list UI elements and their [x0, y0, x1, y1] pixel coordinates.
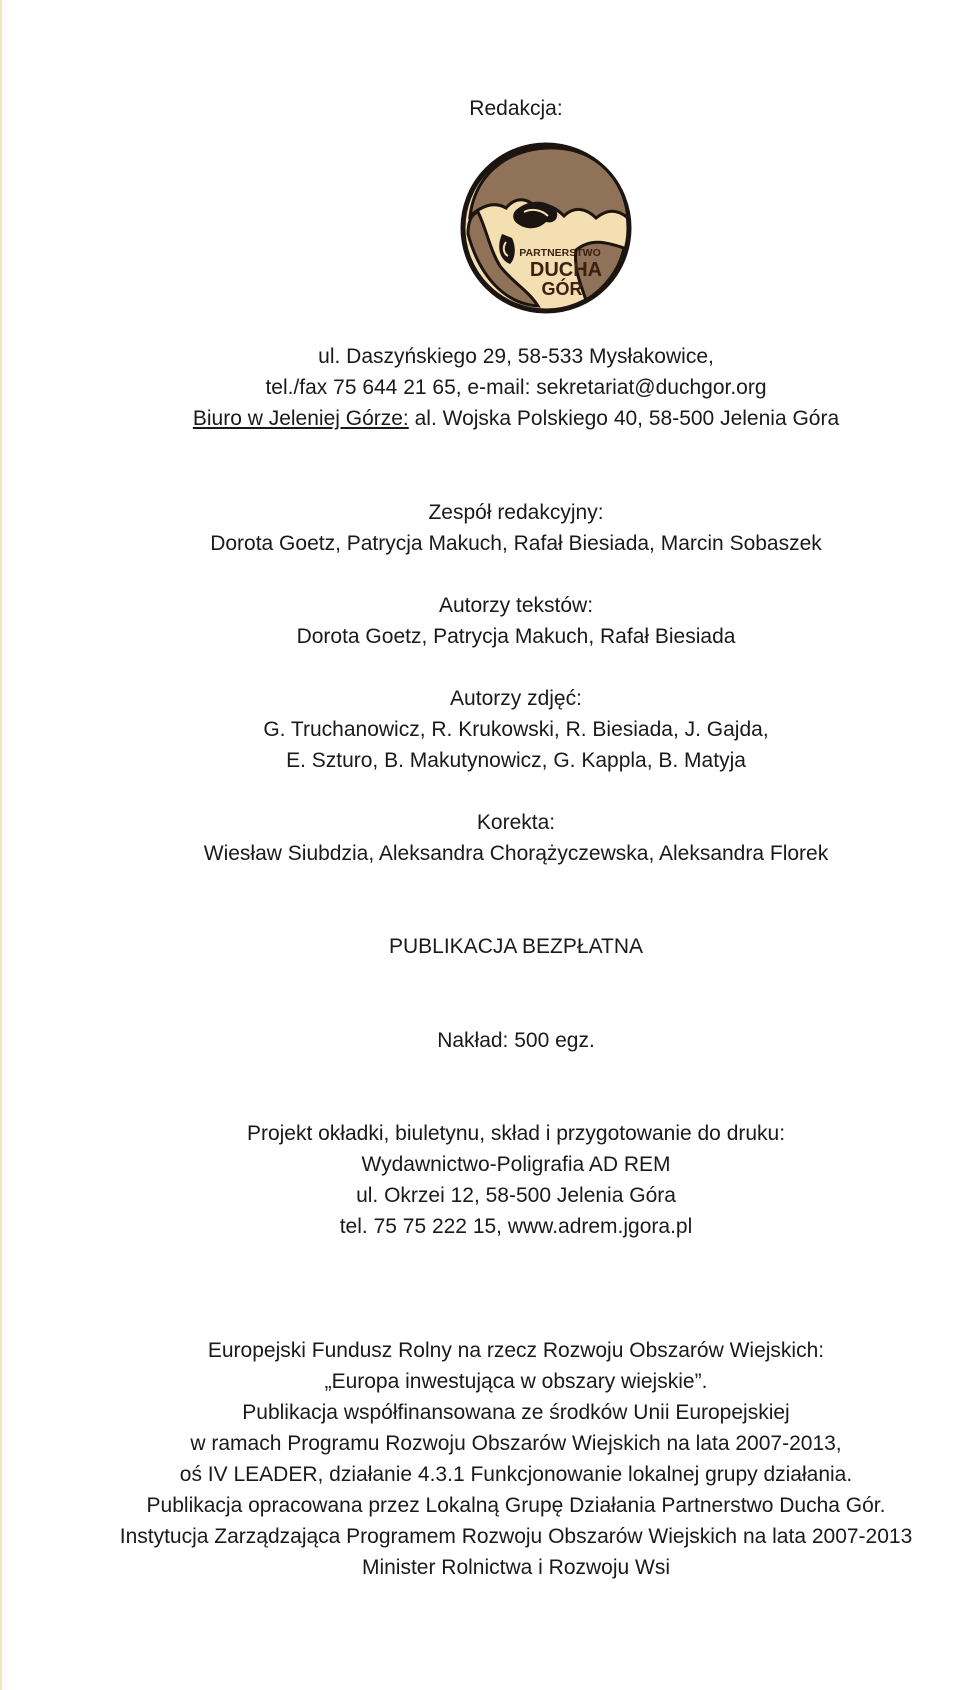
- printing-line-1: Projekt okładki, biuletynu, skład i przygotowanie do druku:: [246, 1122, 786, 1145]
- funding-line-3: Publikacja współfinansowana ze środków Unii Europejskiej: [242, 1401, 790, 1424]
- circulation: Nakład: 500 egz.: [437, 1029, 595, 1052]
- logo-emblem: [456, 138, 636, 318]
- text-authors-label: Autorzy tekstów:: [438, 594, 594, 617]
- logo-text-gor: GÓR: [541, 279, 583, 299]
- funding-line-4: w ramach Programu Rozwoju Obszarów Wiejskich na lata 2007-2013,: [190, 1432, 842, 1455]
- office-label: Biuro w Jeleniej Górze:: [192, 407, 409, 430]
- editorial-team-names: Dorota Goetz, Patrycja Makuch, Rafał Biesiada, Marcin Sobaszek: [210, 532, 822, 555]
- funding-line-8: Minister Rolnictwa i Rozwoju Wsi: [361, 1556, 671, 1579]
- editorial-team-label: Zespół redakcyjny:: [428, 501, 604, 524]
- office-address: al. Wojska Polskiego 40, 58-500 Jelenia Góra: [408, 407, 840, 430]
- funding-line-5: oś IV LEADER, działanie 4.3.1 Funkcjonowanie lokalnej grupy działania.: [179, 1463, 853, 1486]
- printing-line-3: ul. Okrzei 12, 58-500 Jelenia Góra: [356, 1184, 676, 1207]
- proofreading-names: Wiesław Siubdzia, Aleksandra Chorążyczewska, Aleksandra Florek: [203, 842, 829, 865]
- logo-text-ducha: DUCHA: [529, 259, 603, 281]
- photo-authors-line-2: E. Szturo, B. Makutynowicz, G. Kappla, B. Matyja: [286, 749, 746, 772]
- address-line-1: ul. Daszyńskiego 29, 58-533 Mysłakowice,: [318, 345, 714, 368]
- address-line-2: tel./fax 75 644 21 65, e-mail: sekretariat@duchgor.org: [265, 376, 767, 399]
- office-address-line: [0, 404, 960, 434]
- partnerstwo-ducha-gor-logo: [456, 138, 636, 318]
- photo-authors-label: Autorzy zdjęć:: [450, 687, 582, 710]
- photo-authors-line-1: G. Truchanowicz, R. Krukowski, R. Biesiada, J. Gajda,: [263, 718, 769, 741]
- funding-line-1: Europejski Fundusz Rolny na rzecz Rozwoju Obszarów Wiejskich:: [207, 1339, 825, 1362]
- proofreading-label: Korekta:: [476, 811, 556, 834]
- text-authors-names: Dorota Goetz, Patrycja Makuch, Rafał Biesiada: [296, 625, 736, 648]
- funding-line-7: Instytucja Zarządzająca Programem Rozwoju Obszarów Wiejskich na lata 2007-2013: [119, 1525, 913, 1548]
- editorial-label: Redakcja:: [469, 97, 563, 120]
- funding-line-6: Publikacja opracowana przez Lokalną Grupę Działania Partnerstwo Ducha Gór.: [146, 1494, 886, 1517]
- printing-line-2: Wydawnictwo-Poligrafia AD REM: [361, 1153, 671, 1176]
- free-publication-notice: PUBLIKACJA BEZPŁATNA: [388, 935, 644, 958]
- funding-line-2: „Europa inwestująca w obszary wiejskie”.: [324, 1370, 708, 1393]
- printing-line-4: tel. 75 75 222 15, www.adrem.jgora.pl: [339, 1215, 693, 1238]
- logo-text-partnerstwo: PARTNERSTWO: [519, 247, 601, 259]
